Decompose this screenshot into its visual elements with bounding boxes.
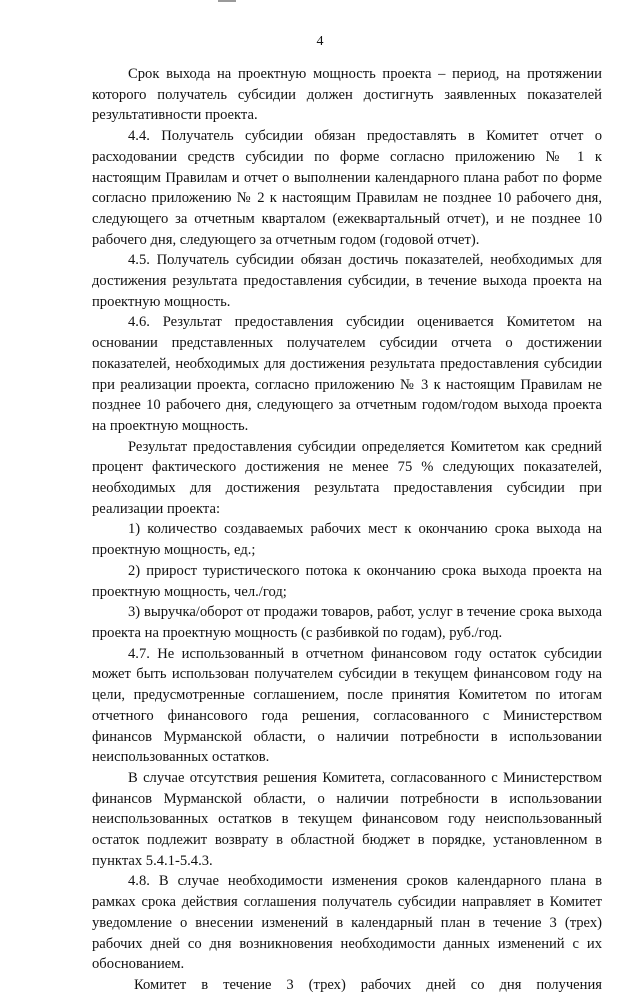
paragraph-4-7: 4.7. Не использованный в отчетном финансовом году остаток субсидии может быть использован получателем субсидии в текущем финансовом году на цели, предусмотренные соглашением, после принятия Комитетом по итогам отчетного финансового года решения, согласованного с Министерством финансов Мурманской области, о наличии потребности в использовании неиспользованных остатков. — [92, 645, 602, 766]
list-item-jobs: 1) количество создаваемых рабочих мест к окончанию срока выхода на проектную мощность, ед.; — [92, 521, 602, 559]
paragraph-4-8: 4.8. В случае необходимости изменения сроков календарного плана в рамках срока действия соглашения получатель субсидии направляет в Комитет уведомление о внесении изменений в календарный план в течение 3 (трех) рабочих дней со дня возникновения необходимости данных изменений с их обоснованием. — [92, 873, 602, 973]
paragraph-result-definition: Результат предоставления субсидии определяется Комитетом как средний процент фактического достижения не менее 75 % следующих показателей, необходимых для достижения результата предоставления субсидии при реализации проекта: — [92, 438, 602, 517]
paragraph-4-5: 4.5. Получатель субсидии обязан достичь показателей, необходимых для достижения результата предоставления субсидии, в течение выхода проекта на проектную мощность. — [92, 252, 602, 310]
paragraph-no-decision: В случае отсутствия решения Комитета, согласованного с Министерством финансов Мурманской области, о наличии потребности в использовании неиспользованных остатков в текущем финансовом году неиспользованный остаток подлежит возврату в областной бюджет в порядке, установленном в пунктах 5.4.1-5.4.3. — [92, 769, 602, 869]
scan-mark — [218, 0, 236, 2]
paragraph-4-4: 4.4. Получатель субсидии обязан предоставлять в Комитет отчет о расходовании средств субсидии по форме согласно приложению № 1 к настоящим Правилам и отчет о выполнении календарного плана работ по форме согласно приложению № 2 к настоящим Правилам не позднее 10 рабочего дня, следующего за отчетным кварталом (ежеквартальный отчет), и не позднее 10 рабочего дня, следующего за отчетным годом (годовой отчет). — [92, 128, 602, 248]
paragraph-output-period: Срок выхода на проектную мощность проекта – период, на протяжении которого получатель субсидии должен достигнуть заявленных показателей результативности проекта. — [92, 66, 602, 124]
document-body — [92, 64, 602, 996]
paragraph-committee-continued: Комитет в течение 3 (трех) рабочих дней со дня получения — [134, 976, 602, 993]
list-item-revenue: 3) выручка/оборот от продажи товаров, работ, услуг в течение срока выхода проекта на проектную мощность (с разбивкой по годам), руб./год. — [92, 604, 602, 641]
paragraph-4-6: 4.6. Результат предоставления субсидии оценивается Комитетом на основании представленных получателем субсидии отчета о достижении показателей, необходимых для достижения результата предоставления субсидии при реализации проекта, согласно приложению № 3 к настоящим Правилам не позднее 10 рабочего дня, следующего за отчетным годом/годом выхода проекта на проектную мощность. — [92, 314, 602, 434]
page-number: 4 — [316, 34, 324, 49]
list-item-tourist-flow: 2) прирост туристического потока к окончанию срока выхода проекта на проектную мощность, чел./год; — [92, 562, 602, 600]
